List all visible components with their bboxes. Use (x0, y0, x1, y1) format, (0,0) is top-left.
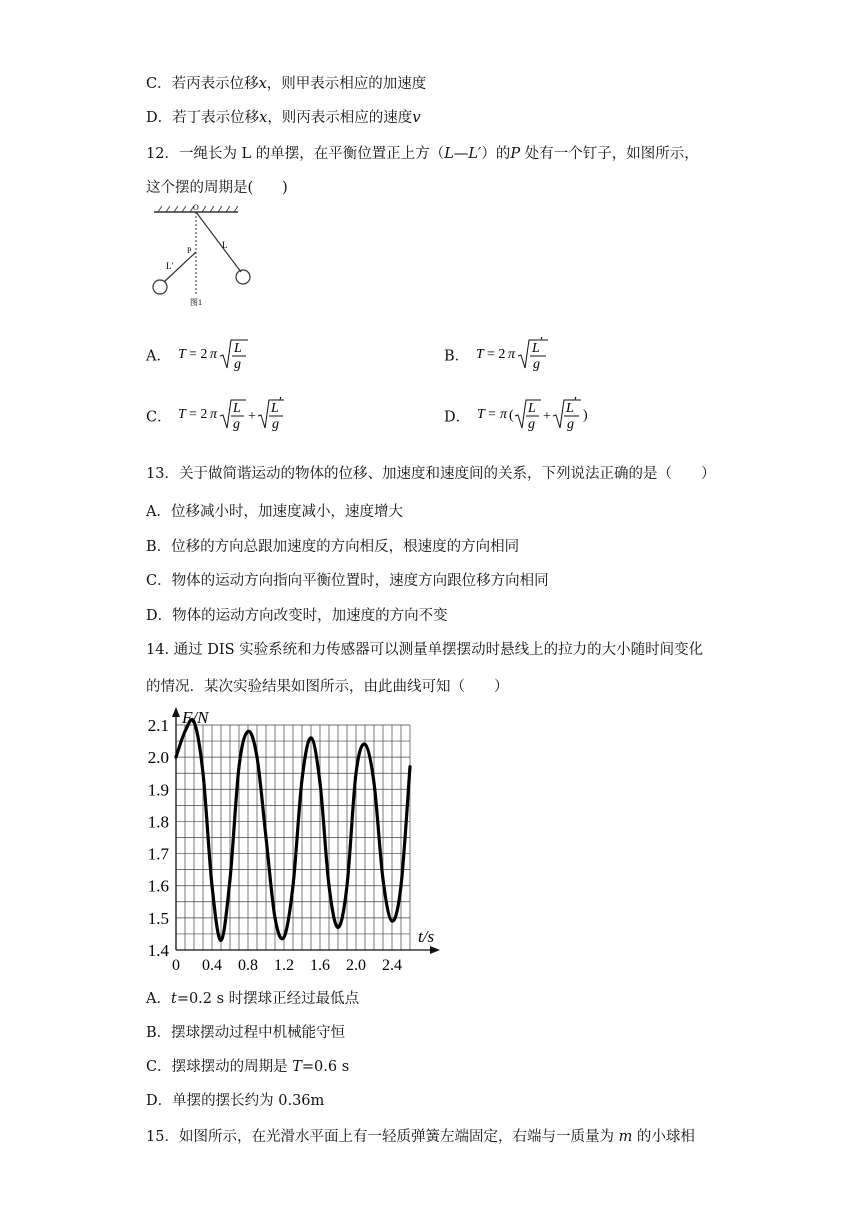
y-tick-label: 2.0 (147, 748, 169, 768)
q14-option-c (146, 1055, 349, 1076)
y-axis-label: F/N (182, 708, 209, 727)
q13-option-b: B．位移的方向总跟加速度的方向相反，根速度的方向相同 (146, 539, 520, 555)
q11-option-d-mid: ，则丙表示相应的速度 (267, 110, 413, 126)
option-label: C． (146, 409, 172, 426)
svg-text:+: + (542, 409, 551, 424)
svg-text:g: g (233, 417, 241, 432)
y-tick-label: 2.1 (147, 716, 169, 735)
q15-stem (146, 1125, 695, 1146)
q12-stem-line2: 这个摆的周期是( ) (146, 180, 288, 196)
option-label: D． (444, 409, 471, 426)
y-axis-arrow (172, 707, 180, 717)
formula-a (176, 336, 256, 374)
q12-stem (146, 142, 699, 163)
y-tick-label: 1.6 (147, 876, 169, 896)
label-o: O (193, 203, 199, 212)
svg-text:= 2: = 2 (189, 407, 208, 422)
x-tick-label: 2.0 (346, 957, 366, 974)
y-tick-label: 1.5 (147, 908, 169, 928)
svg-text:T: T (178, 407, 187, 422)
y-tick-label: 1.7 (147, 844, 169, 864)
q14-option-b: B．摆球摆动过程中机械能守恒 (146, 1025, 346, 1041)
svg-text:′: ′ (279, 396, 283, 410)
x-tick-label: 0 (172, 957, 180, 974)
label-p: P (187, 246, 192, 255)
svg-text:+: + (248, 409, 257, 424)
svg-text:L: L (565, 401, 574, 416)
x-tick-label: 0.8 (238, 957, 258, 974)
q13-stem: 13．关于做简谐运动的物体的位移、加速度和速度间的关系，下列说法正确的是（ ） (146, 466, 716, 482)
q14-option-d: D．单摆的摆长约为 0.36m (146, 1093, 325, 1109)
q13-option-c: C．物体的运动方向指向平衡位置时，速度方向跟位移方向相同 (146, 573, 549, 589)
q12-option-b (444, 336, 554, 374)
x-axis-label: t/s (418, 927, 435, 946)
svg-text:L: L (233, 401, 242, 416)
option-label: A． (146, 348, 171, 365)
svg-text:=: = (487, 407, 496, 422)
svg-text:g: g (233, 357, 241, 372)
q13-option-a: A．位移减小时，加速度减小，速度增大 (146, 504, 403, 520)
q12-point-p: P (510, 146, 521, 162)
svg-text:= 2: = 2 (486, 347, 506, 362)
var-x: x (258, 76, 267, 92)
y-tick-label: 1.8 (147, 812, 169, 832)
q12-option-c (146, 396, 286, 436)
q14-stem-line2: 的情况．某次实验结果如图所示，由此曲线可知（ ） (146, 679, 509, 695)
q14-option-c-tail: =0.6 s (301, 1059, 350, 1075)
formula-c (176, 396, 286, 436)
formula-b (474, 336, 554, 374)
q14-option-a-text: =0.2 s 时摆球正经过最低点 (176, 991, 360, 1007)
var-t: t (170, 991, 177, 1007)
var-x: x (259, 110, 268, 126)
label-l: L (222, 240, 228, 250)
svg-text:π: π (209, 347, 217, 362)
svg-text:L: L (271, 401, 280, 416)
y-tick-label: 1.9 (147, 780, 169, 800)
svg-text:g: g (566, 417, 574, 432)
pendulum-figure (146, 200, 256, 310)
var-v: v (412, 110, 421, 126)
option-label: B． (444, 348, 470, 365)
q14-option-c-text: C．摆球摆动的周期是 (146, 1059, 293, 1075)
svg-text:′: ′ (573, 396, 577, 410)
svg-text:g: g (272, 417, 280, 432)
q14-stem-line1: 14. 通过 DIS 实验系统和力传感器可以测量单摆摆动时悬线上的拉力的大小随时间变化 (146, 642, 704, 658)
var-T: T (292, 1059, 302, 1075)
force-time-chart (140, 705, 445, 975)
svg-text:L: L (233, 341, 242, 356)
x-tick-label: 1.6 (310, 957, 330, 974)
svg-text:π: π (507, 347, 515, 362)
figure-caption: 图1 (190, 298, 202, 307)
q11-option-c-tail: ，则甲表示相应的加速度 (266, 76, 427, 92)
x-axis-arrow (430, 946, 440, 954)
label-l-prime: L′ (166, 261, 174, 271)
svg-text:g: g (527, 417, 535, 432)
var-m: m (618, 1129, 633, 1145)
x-tick-label: 2.4 (382, 957, 402, 974)
svg-text:T: T (177, 347, 186, 362)
svg-text:T: T (476, 407, 485, 422)
svg-text:π: π (210, 407, 218, 422)
q12-option-d (444, 396, 615, 436)
svg-text:= 2: = 2 (188, 347, 207, 362)
y-tick-label: 1.4 (147, 941, 169, 960)
svg-text:L: L (531, 341, 540, 356)
q14-option-a (146, 987, 359, 1008)
svg-text:g: g (532, 357, 540, 372)
q11-option-c-text: C．若丙表示位移 (146, 76, 259, 92)
x-tick-label: 1.2 (274, 957, 294, 974)
svg-text:π: π (499, 407, 507, 422)
formula-d (475, 396, 615, 436)
q12-option-a (146, 336, 256, 374)
svg-text:L: L (527, 401, 536, 416)
q11-option-d-text: D．若丁表示位移 (146, 110, 260, 126)
option-label: A． (146, 991, 171, 1007)
svg-text:(: ( (508, 408, 514, 423)
svg-text:′: ′ (539, 336, 543, 350)
q12-stem-b: ）的 (481, 146, 511, 162)
x-tick-label: 0.4 (202, 957, 222, 974)
q15-stem-a: 15．如图所示，在光滑水平面上有一轻质弹簧左端固定，右端与一质量为 (146, 1129, 619, 1145)
q12-stem-c: 处有一个钉子，如图所示， (520, 146, 699, 162)
svg-text:T: T (475, 347, 484, 362)
q15-stem-b: 的小球相 (632, 1129, 695, 1145)
q11-option-c (146, 72, 426, 93)
q12-stem-a: 12．一绳长为 L 的单摆，在平衡位置正上方（ (146, 146, 445, 162)
q13-option-d: D．物体的运动方向改变时，加速度的方向不变 (146, 608, 448, 624)
svg-text:): ) (582, 408, 588, 423)
q11-option-d (146, 106, 421, 127)
q12-range: L—L′ (444, 146, 482, 162)
